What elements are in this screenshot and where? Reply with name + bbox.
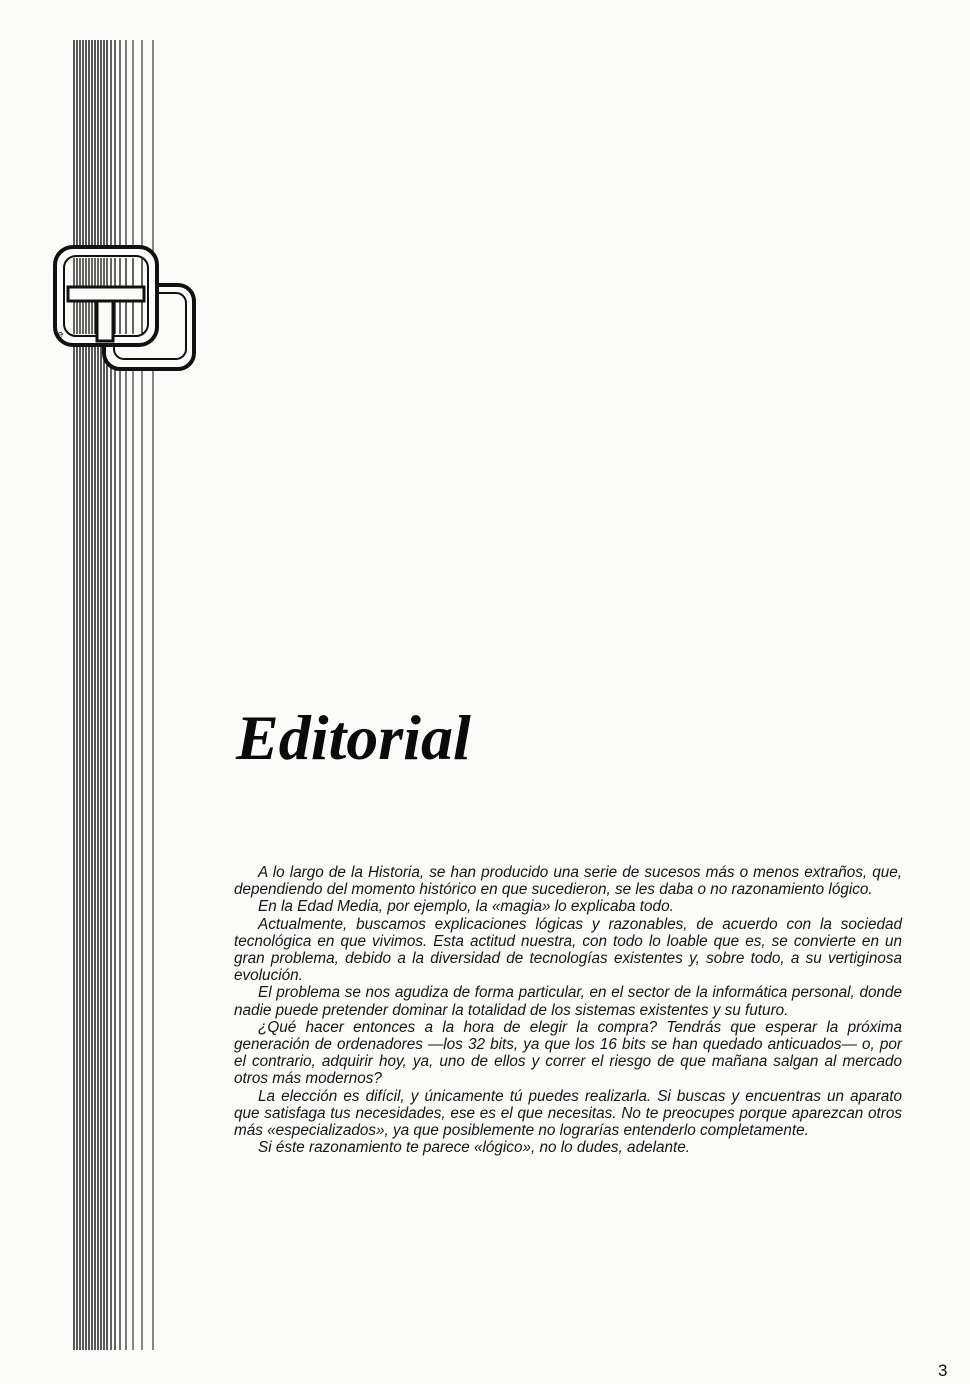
paragraph: A lo largo de la Historia, se han producido una serie de sucesos más o menos extraños, que, dependiendo del momento histórico en que sucedieron, se les daba o no razonamiento lógico. bbox=[234, 864, 902, 899]
paragraph: La elección es difícil, y únicamente tú puedes realizarla. Si buscas y encuentras un aparato que satisfaga tus necesidades, ese es el que necesitas. No te preocupes porque aparezcan otros más «especializados», ya que posiblemente no lograrías entenderlo completamente. bbox=[234, 1087, 902, 1140]
editorial-body bbox=[234, 864, 902, 1156]
page-title: Editorial bbox=[236, 702, 471, 773]
paragraph: Actualmente, buscamos explicaciones lógicas y razonables, de acuerdo con la sociedad tecnológica en que vivimos. Esta actitud nuestra, con todo lo loable que es, se convierte en un gran problema, debido a la diversidad de tecnologías existentes y, sobre todo, a su vertiginosa evolución. bbox=[234, 915, 902, 985]
page-number: 3 bbox=[938, 1361, 948, 1380]
paragraph: En la Edad Media, por ejemplo, la «magia» lo explicaba todo. bbox=[258, 898, 674, 916]
logo-letter: e bbox=[57, 329, 64, 341]
stripe-lines bbox=[74, 40, 153, 1350]
tp-logo bbox=[55, 247, 194, 369]
paragraph: Si éste razonamiento te parece «lógico», no lo dudes, adelante. bbox=[258, 1139, 691, 1157]
paragraph: ¿Qué hacer entonces a la hora de elegir la compra? Tendrás que esperar la próxima generación de ordenadores —los 32 bits, ya que los 16 bits se han quedado anticuados— o, por el contrario, adquirir hoy, ya, uno de ellos y correr el riesgo de que mañana salgan al mercado otros más modernos? bbox=[234, 1018, 902, 1088]
paragraph: El problema se nos agudiza de forma particular, en el sector de la informática personal, donde nadie puede pretender dominar la totalidad de los sistemas existentes y su futuro. bbox=[234, 984, 902, 1019]
